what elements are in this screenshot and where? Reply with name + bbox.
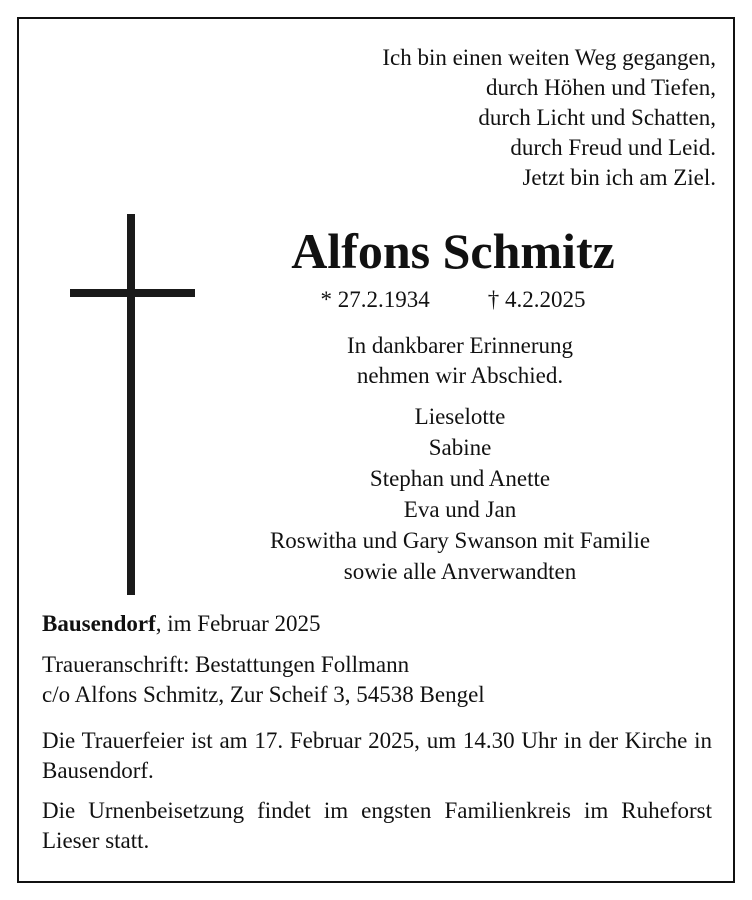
family-member: Lieselotte [414,404,506,429]
mourning-address [42,650,712,710]
life-dates [230,285,676,315]
cross-vertical-bar [127,214,135,595]
address-line: Traueranschrift: Bestattungen Follmann [42,652,410,677]
death-date: † 4.2.2025 [487,287,586,312]
funeral-service-text: Die Trauerfeier ist am 17. Februar 2025, um 14.30 Uhr in der Kirche in Bausendorf. [42,728,712,783]
family-member: Sabine [428,435,492,460]
birth-date: * 27.2.1934 [320,287,430,312]
poem [382,43,716,193]
memory-text [230,331,690,391]
family-member: Roswitha und Gary Swanson mit Familie [269,528,651,553]
family-member: Stephan und Anette [369,466,551,491]
poem-line: Ich bin einen weiten Weg gegangen, [382,45,716,70]
family-member: Eva und Jan [403,497,517,522]
family-member: sowie alle Anverwandten [343,559,577,584]
poem-line: durch Höhen und Tiefen, [486,75,716,100]
family-list [190,401,730,587]
place-date [42,609,712,639]
cross-horizontal-bar [70,289,195,297]
urn-burial-text: Die Urnenbeisetzung findet im engsten Familienkreis im Ruheforst Lieser statt. [42,798,712,853]
poem-line: Jetzt bin ich am Ziel. [522,165,716,190]
memory-line: In dankbarer Erinnerung [346,333,574,358]
deceased-name: Alfons Schmitz [291,223,615,279]
memory-line: nehmen wir Abschied. [356,363,564,388]
poem-line: durch Licht und Schatten, [478,105,716,130]
cross-icon [70,214,195,595]
poem-line: durch Freud und Leid. [510,135,716,160]
place-month: , im Februar 2025 [155,611,321,636]
address-line: c/o Alfons Schmitz, Zur Scheif 3, 54538 Bengel [42,682,485,707]
place-town: Bausendorf [42,611,156,636]
